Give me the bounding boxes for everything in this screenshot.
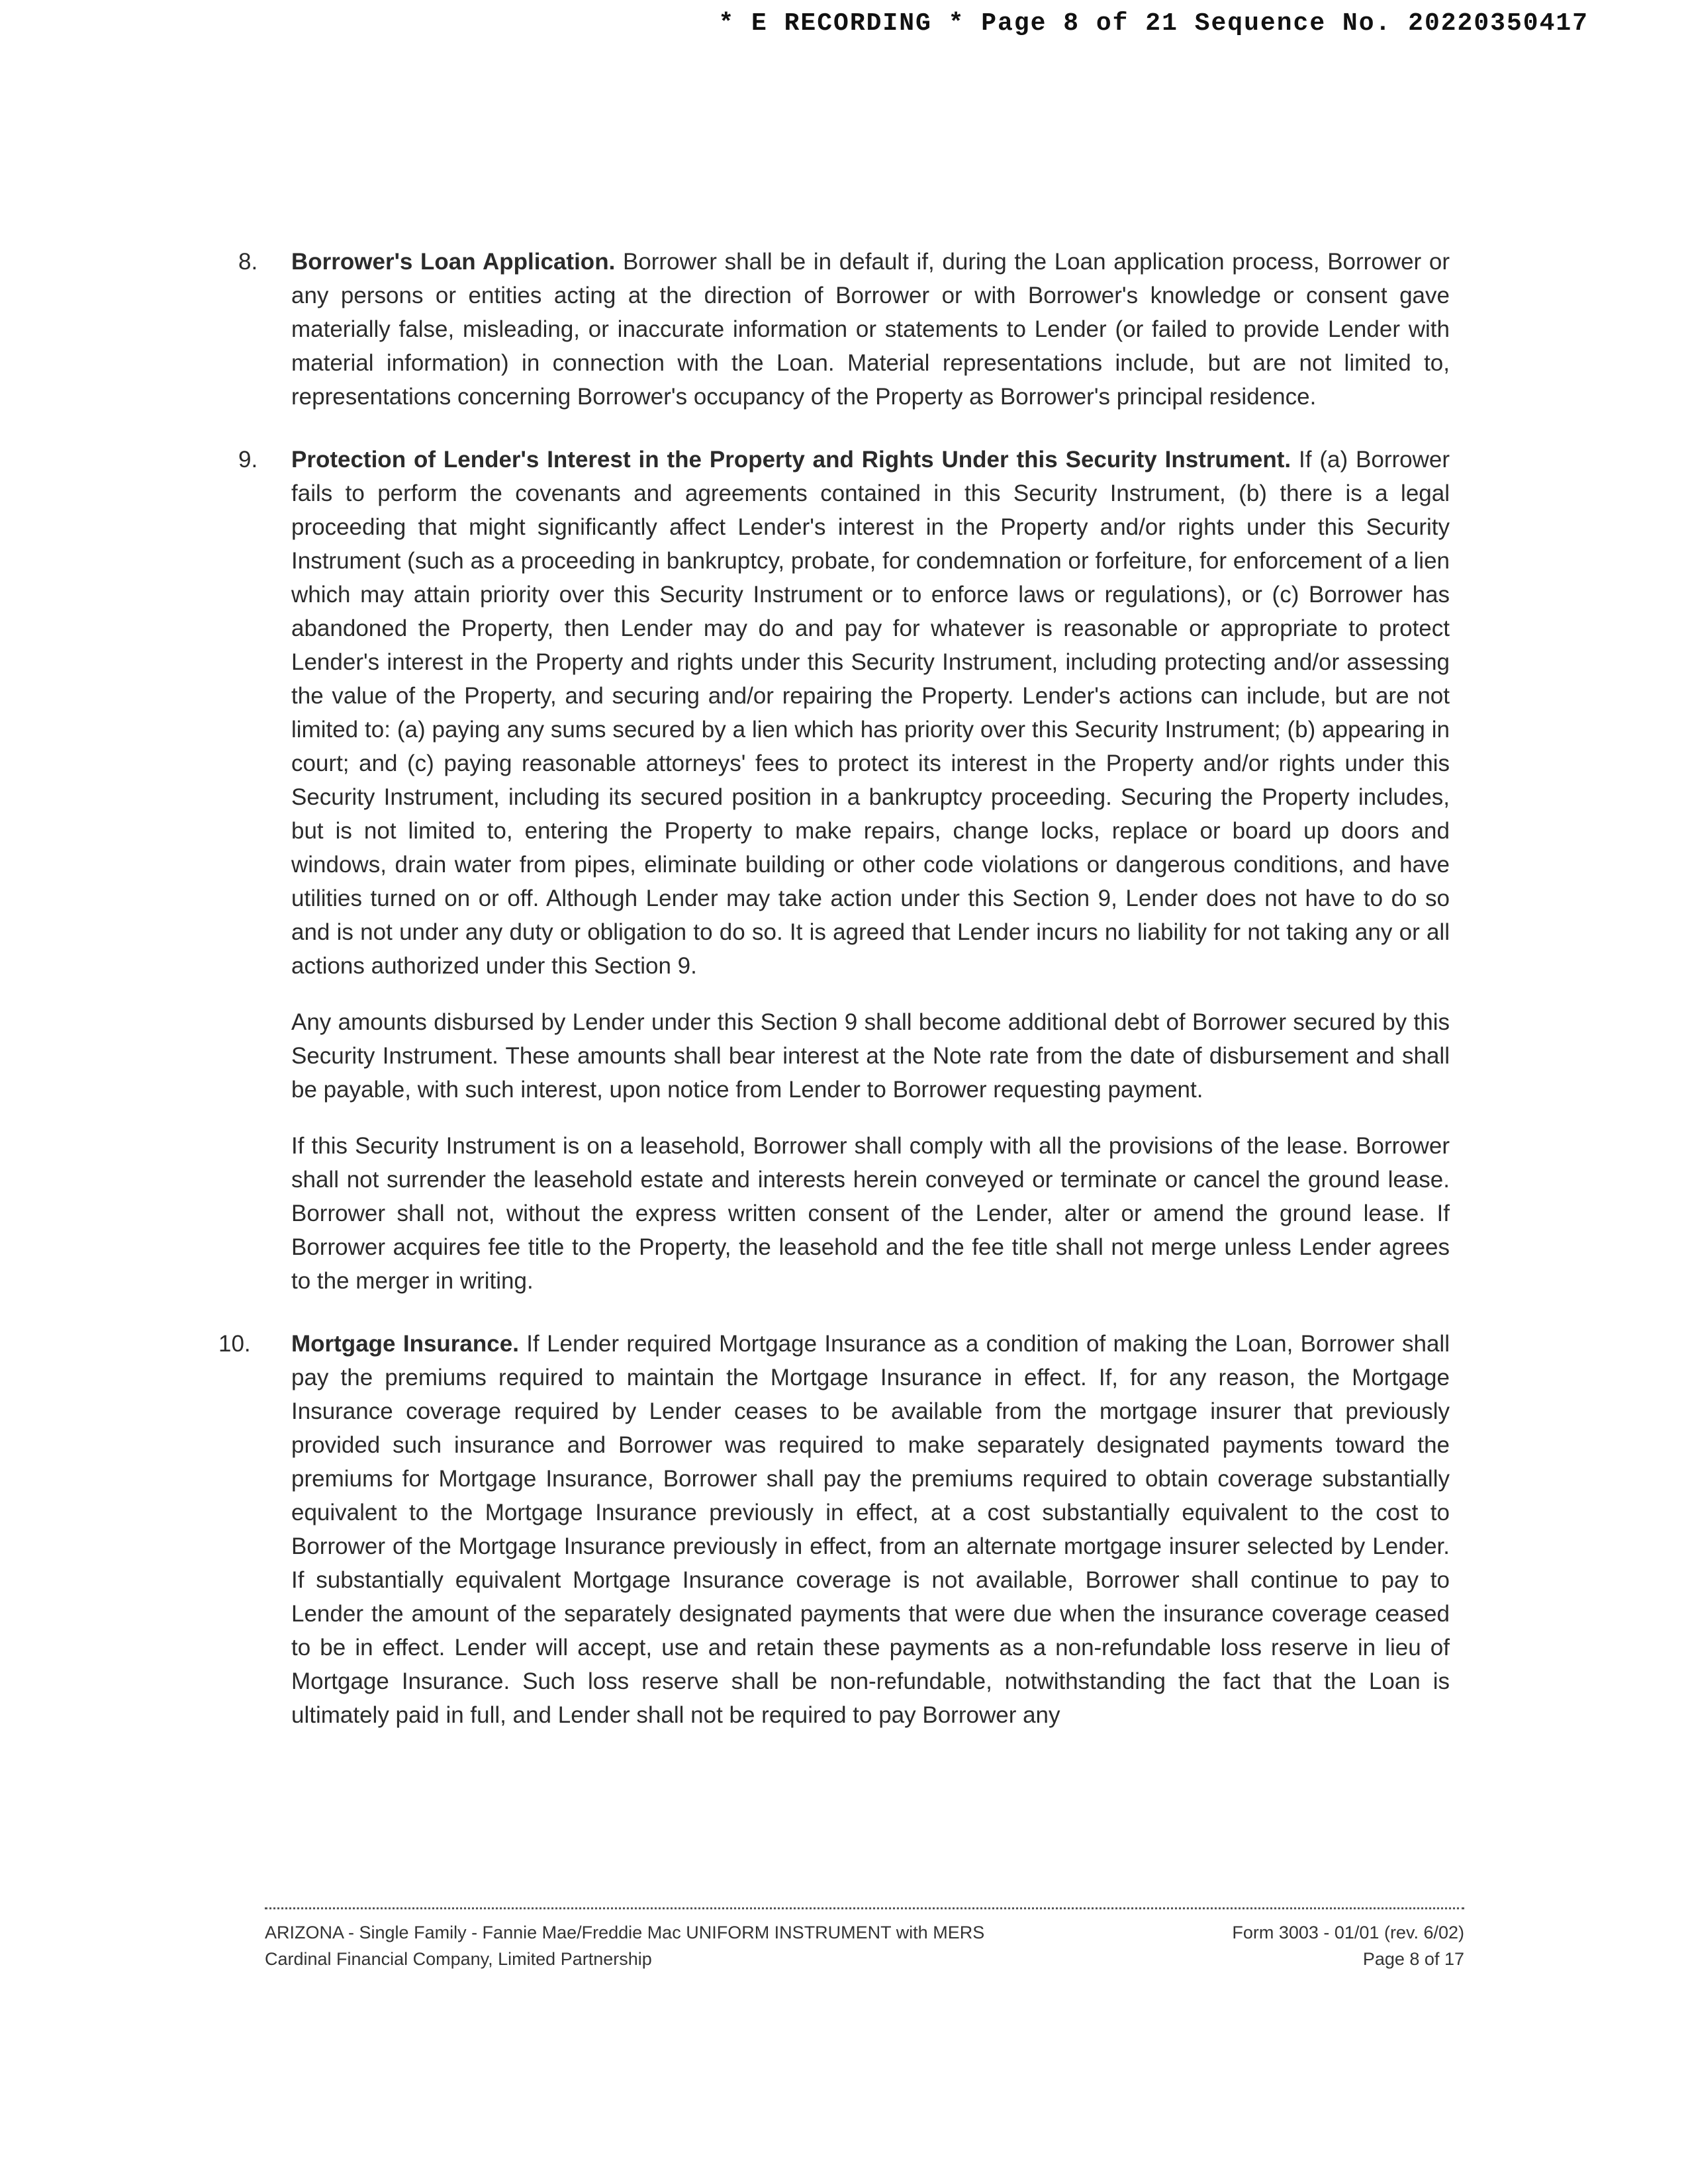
section-heading: Mortgage Insurance. — [291, 1331, 519, 1357]
section-paragraph: Any amounts disbursed by Lender under this Section 9 shall become additional debt of Borrower secured by this Security Instrument. These amounts shall bear interest at the Note rate from the date of disbursement and shall be payable, with such interest, upon notice from Lender to Borrower requesting payment. — [291, 1009, 1450, 1103]
footer-left — [265, 1919, 984, 1972]
document-body — [218, 245, 1450, 1761]
footer-page-number: Page 8 of 17 — [1362, 1949, 1464, 1969]
recording-header: * E RECORDING * Page 8 of 21 Sequence No. 20220350417 — [718, 9, 1589, 38]
section-number: 10. — [218, 1331, 251, 1357]
section-heading: Protection of Lender's Interest in the Property and Rights Under this Security Instrument. — [291, 447, 1291, 473]
section-number: 9. — [238, 447, 258, 473]
section-heading: Borrower's Loan Application. — [291, 249, 616, 275]
section-8 — [238, 245, 1450, 414]
footer-form-description: ARIZONA - Single Family - Fannie Mae/Freddie Mac UNIFORM INSTRUMENT with MERS — [265, 1923, 985, 1942]
footer-form-number: Form 3003 - 01/01 (rev. 6/02) — [1232, 1923, 1464, 1942]
section-paragraph: If this Security Instrument is on a leasehold, Borrower shall comply with all the provisions of the lease. Borrower shall not surrender the leasehold estate and interests herein conveyed or terminate or cancel the ground lease. Borrower shall not, without the express written consent of the Lender, alter or amend the ground lease. If Borrower acquires fee title to the Property, the leasehold and the fee title shall not merge unless Lender agrees to the merger in writing. — [291, 1133, 1450, 1294]
footer-right — [1232, 1919, 1464, 1972]
section-9 — [238, 443, 1450, 1298]
section-text: If Lender required Mortgage Insurance as a condition of making the Loan, Borrower shall pay the premiums required to maintain the Mortgage Insurance in effect. If, for any reason, the Mortgage Insurance coverage required by Lender ceases to be available from the mortgage insurer that previously provided such insurance and Borrower was required to make separately designated payments toward the premiums for Mortgage Insurance, Borrower shall pay the premiums required to obtain coverage substantially equivalent to the Mortgage Insurance previously in effect, at a cost substantially equivalent to the cost to Borrower of the Mortgage Insurance previously in effect, from an alternate mortgage insurer selected by Lender. If substantially equivalent Mortgage Insurance coverage is not available, Borrower shall continue to pay to Lender the amount of the separately designated payments that were due when the insurance coverage ceased to be in effect. Lender will accept, use and retain these payments as a non-refundable loss reserve in lieu of Mortgage Insurance. Such loss reserve shall be non-refundable, notwithstanding the fact that the Loan is ultimately paid in full, and Lender shall not be required to pay Borrower any — [291, 1331, 1450, 1728]
section-number: 8. — [238, 249, 258, 275]
section-10 — [218, 1327, 1450, 1732]
section-text: If (a) Borrower fails to perform the covenants and agreements contained in this Security Instrument, (b) there is a legal proceeding that might significantly affect Lender's interest in the Property and/or rights under this Security Instrument (such as a proceeding in bankruptcy, probate, for condemnation or forfeiture, for enforcement of a lien which may attain priority over this Security Instrument or to enforce laws or regulations), or (c) Borrower has abandoned the Property, then Lender may do and pay for whatever is reasonable or appropriate to protect Lender's interest in the Property and rights under this Security Instrument, including protecting and/or assessing the value of the Property, and securing and/or repairing the Property. Lender's actions can include, but are not limited to: (a) paying any sums secured by a lien which has priority over this Security Instrument; (b) appearing in court; and (c) paying reasonable attorneys' fees to protect its interest in the Property and/or rights under this Security Instrument, including its secured position in a bankruptcy proceeding. Securing the Property includes, but is not limited to, entering the Property to make repairs, change locks, replace or board up doors and windows, drain water from pipes, eliminate building or other code violations or dangerous conditions, and have utilities turned on or off. Although Lender may take action under this Section 9, Lender does not have to do so and is not under any duty or obligation to do so. It is agreed that Lender incurs no liability for not taking any or all actions authorized under this Section 9. — [291, 447, 1450, 979]
section-paragraph — [291, 245, 1450, 414]
footer-company: Cardinal Financial Company, Limited Partnership — [265, 1949, 652, 1969]
footer-divider — [265, 1907, 1464, 1909]
section-paragraph — [291, 1327, 1450, 1732]
section-text: Borrower shall be in default if, during the Loan application process, Borrower or any persons or entities acting at the direction of Borrower or with Borrower's knowledge or consent gave materially false, misleading, or inaccurate information or statements to Lender (or failed to provide Lender with material information) in connection with the Loan. Material representations include, but are not limited to, representations concerning Borrower's occupancy of the Property as Borrower's principal residence. — [291, 249, 1450, 410]
section-paragraph — [291, 443, 1450, 983]
